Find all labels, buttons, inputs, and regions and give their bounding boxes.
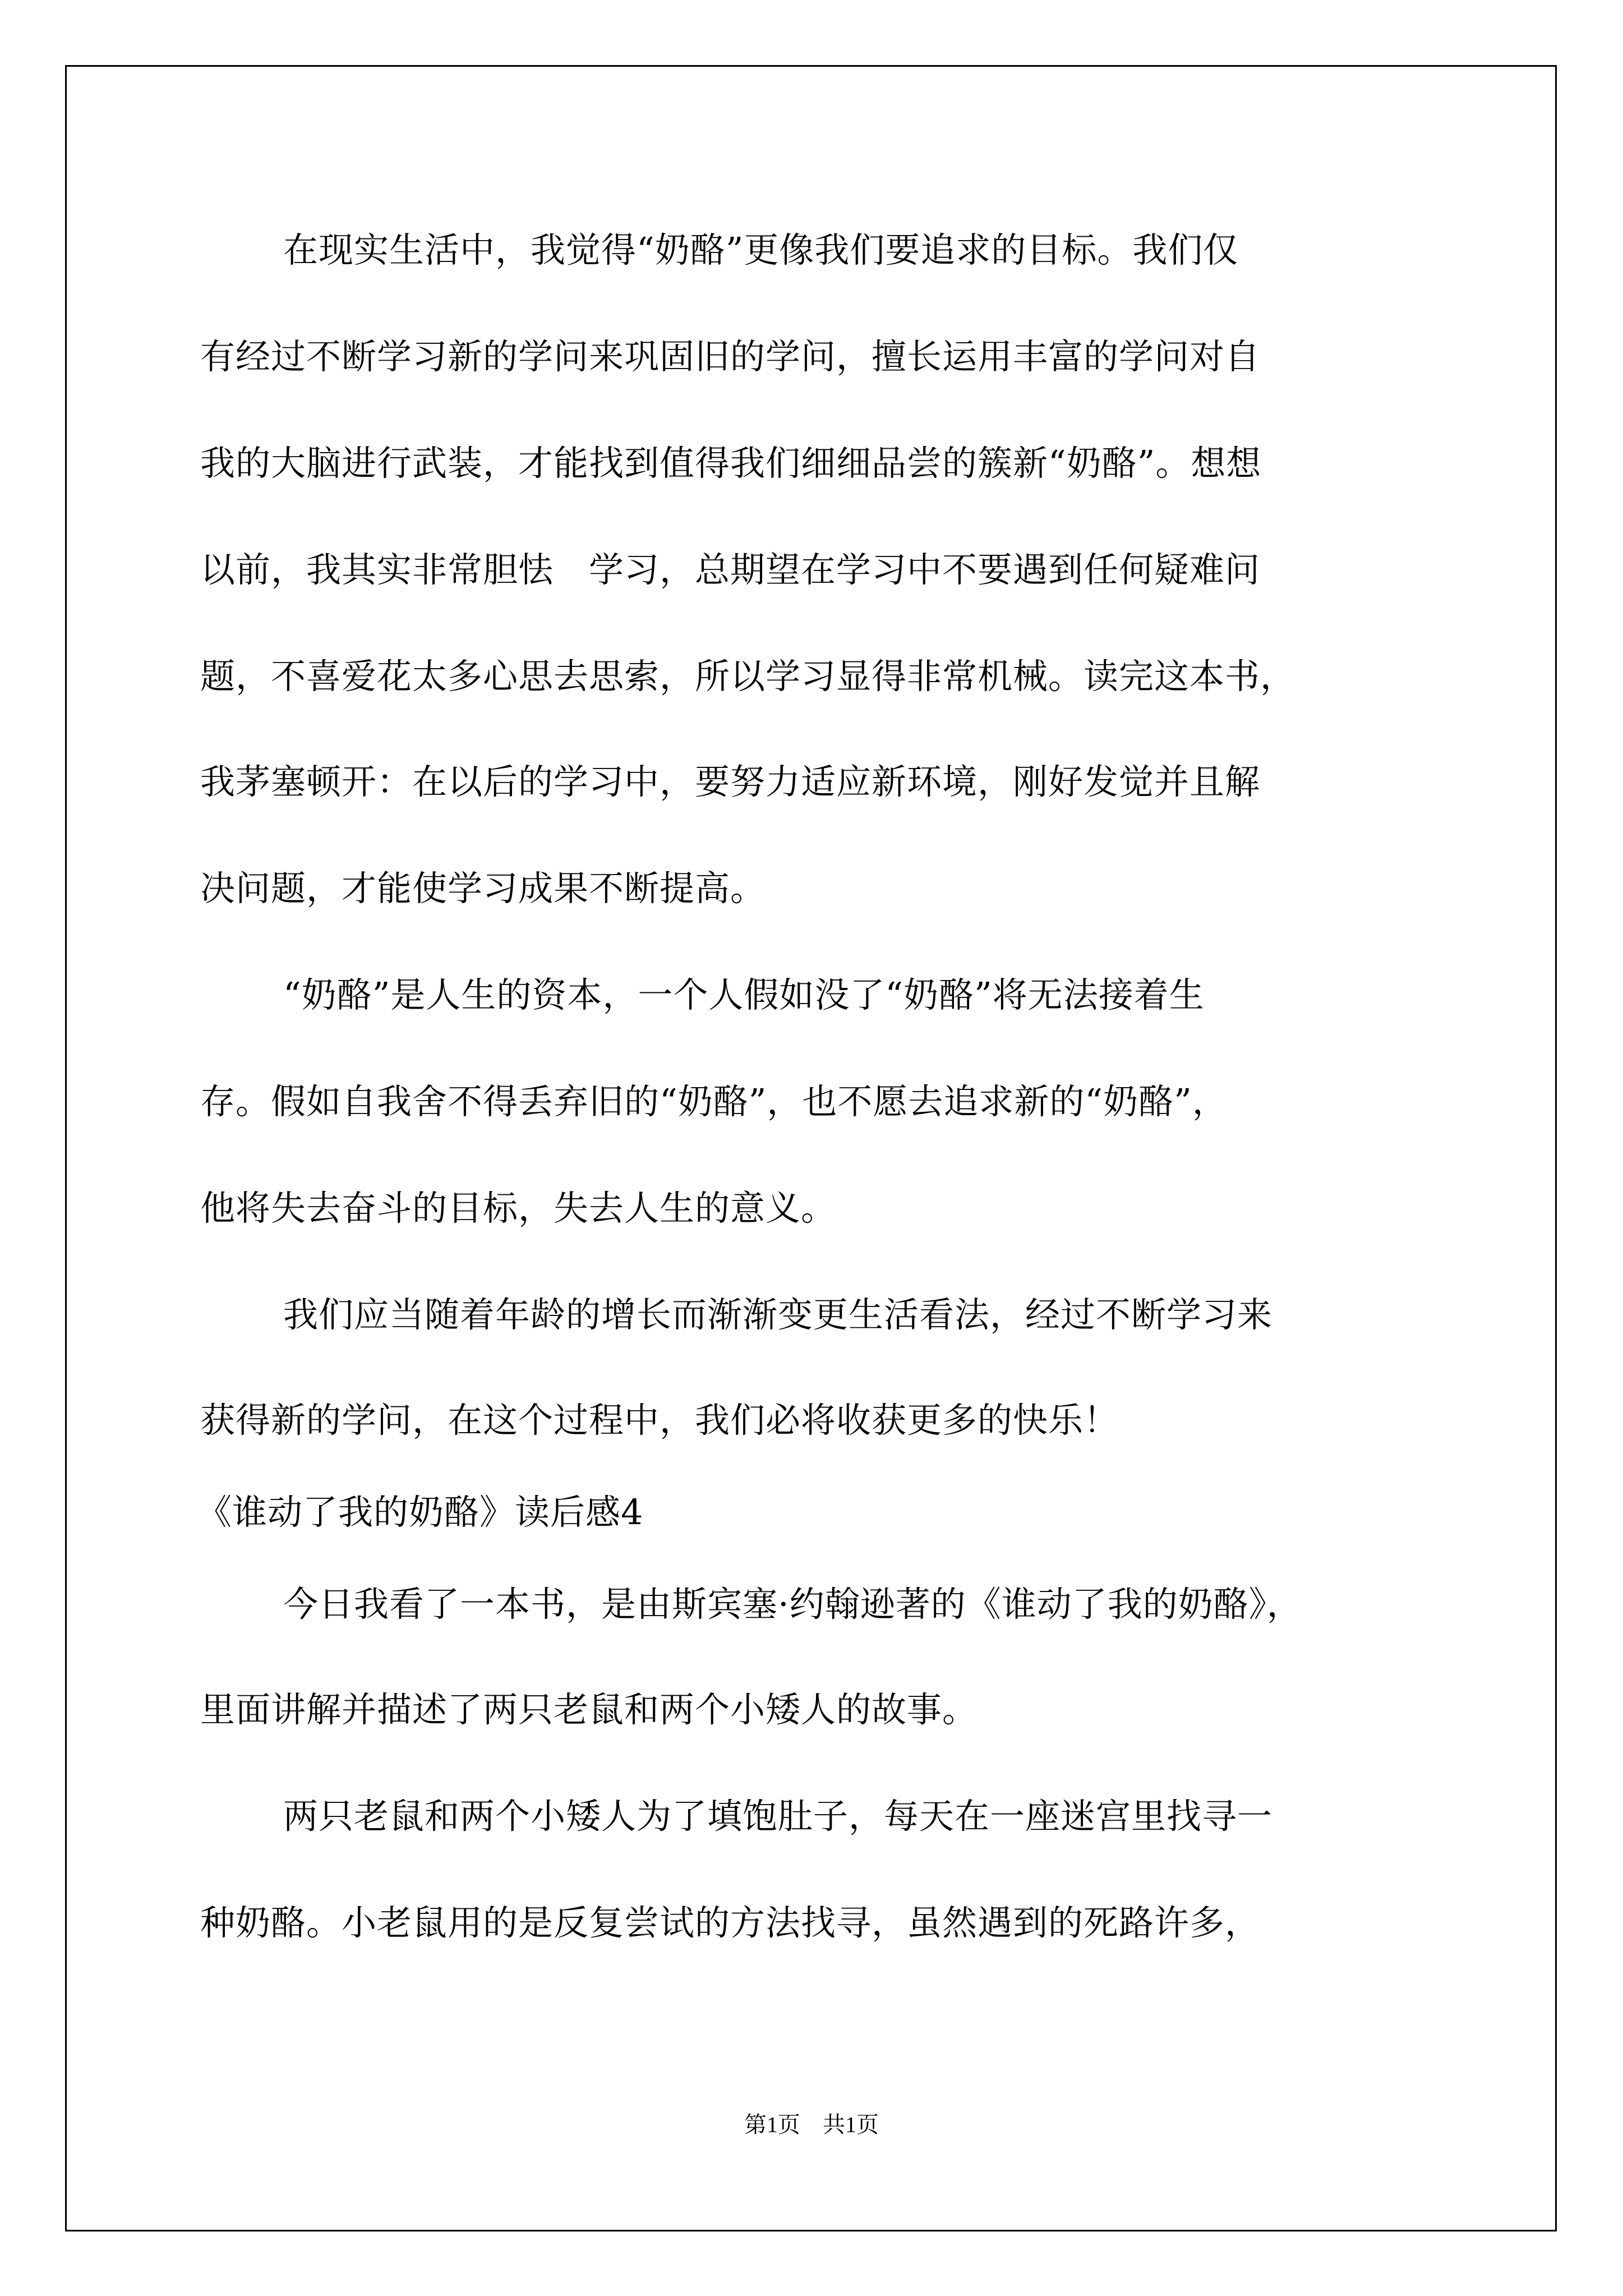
text-line: 获得新的学问，在这个过程中，我们必将收获更多的快乐！ [200,1400,1119,1441]
text-line: 题，不喜爱花太多心思去思索，所以学习显得非常机械。读完这本书， [200,656,1296,697]
section-heading: 《谁动了我的奶酪》读后感4 [197,1492,644,1533]
text-line: 种奶酪。小老鼠用的是反复尝试的方法找寻，虽然遇到的死路许多， [200,1902,1261,1943]
text-line: “奶酪”是人生的资本，一个人假如没了“奶酪”将无法接着生 [283,974,1205,1015]
text-line: 我们应当随着年龄的增长而渐渐变更生活看法，经过不断学习来 [283,1294,1273,1335]
text-line: 在现实生活中，我觉得“奶酪”更像我们要追求的目标。我们仅 [283,229,1239,270]
text-line: 有经过不断学习新的学问来巩固旧的学问，擅长运用丰富的学问对自 [200,336,1261,377]
text-line: 我茅塞顿开：在以后的学习中，要努力适应新环境，刚好发觉并且解 [200,761,1261,802]
text-line: 存。假如自我舍不得丢弃旧的“奶酪”，也不愿去追求新的“奶酪”， [200,1081,1228,1122]
text-line: 两只老鼠和两个小矮人为了填饱肚子，每天在一座迷宫里找寻一 [283,1796,1273,1837]
page-footer: 第1页 共1页 [744,2112,879,2137]
text-line: 今日我看了一本书，是由斯宾塞·约翰逊著的《谁动了我的奶酪》， [283,1584,1302,1625]
text-line: 他将失去奋斗的目标，失去人生的意义。 [200,1188,837,1228]
text-line: 我的大脑进行武装，才能找到值得我们细细品尝的簇新“奶酪”。想想 [200,443,1262,484]
text-line: 里面讲解并描述了两只老鼠和两个小矮人的故事。 [200,1689,978,1730]
text-line: 以前，我其实非常胆怯 学习，总期望在学习中不要遇到任何疑难问 [200,549,1261,590]
text-line: 决问题，才能使学习成果不断提高。 [200,868,766,909]
